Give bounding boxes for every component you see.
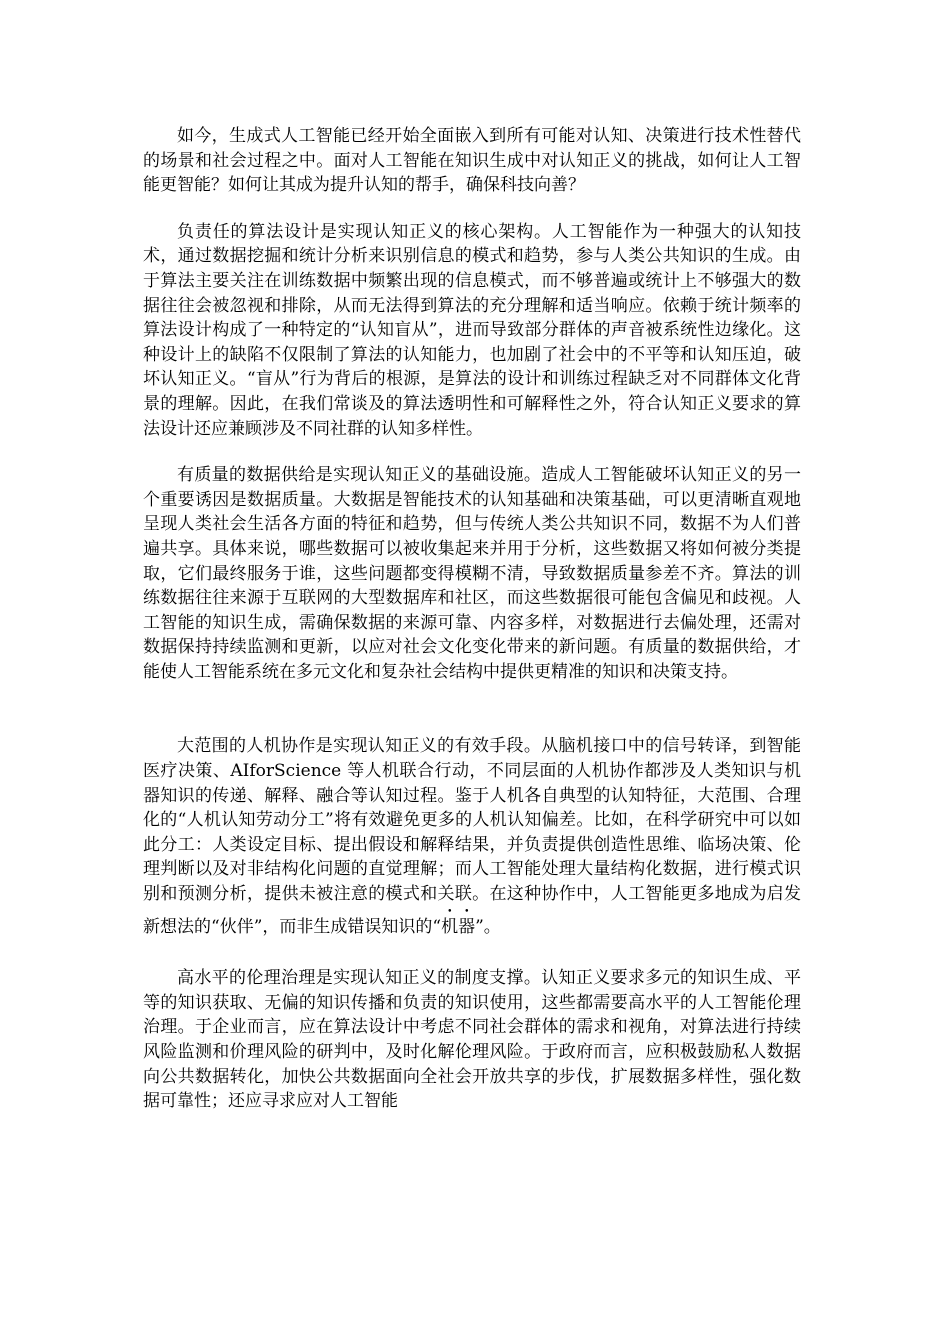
paragraph-ethics-governance: 高水平的伦理治理是实现认知正义的制度支撑。认知正义要求多元的知识生成、平等的知识获取、无偏的知识传播和负责的知识使用，这些都需要高水平的人工智能伦理治理。于企业而言，应在算法设计中考虑不同社会群体的需求和视角，对算法进行持续风险监测和价理风险的研判中，及时化解伦理风险。于政府而言，应积极鼓励私人数据向公共数据转化，加快公共数据面向全社会开放共享的步伐，扩展数据多样性，强化数据可靠性；还应寻求应对人工智能 xyxy=(143,968,801,1112)
paragraph-text-after: ”。 xyxy=(475,916,501,937)
paragraph-text-before: 大范围的人机协作是实现认知正义的有效手段。从脑机接口中的信号转译，到智能医疗决策、AIforScience 等人机联合行动，不同层面的人机协作都涉及人类知识与机器知识的传递、解释、融合等认知过程。鉴于人机各自典型的认知特征，大范围、合理化的“人机认知劳动分工”将有效避免更多的人机认知偏差。比如，在科学研究中可以如此分工：人类设定目标、提出假设和解释结果，并负责提供创造性思维、临场决策、伦理判断以及对非结构化问题的直觉理解；而人工智能处理大量结构化数据，进行模式识别和预测分析，提供未被注意的模式和关联。在这种协作中，人工智能更多地成为启发新想法的“伙伴”，而非生成错误知识的“ xyxy=(143,736,801,937)
paragraph-intro: 如今，生成式人工智能已经开始全面嵌入到所有可能对认知、决策进行技术性替代的场景和社会过程之中。面对人工智能在知识生成中对认知正义的挑战，如何让人工智能更智能？如何让其成为提升认知的帮手，确保科技向善？ xyxy=(143,126,801,196)
emphasized-term: 机器 xyxy=(441,916,476,937)
paragraph-data-supply: 有质量的数据供给是实现认知正义的基础设施。造成人工智能破坏认知正义的另一个重要诱因是数据质量。大数据是智能技术的认知基础和决策基础，可以更清晰直观地呈现人类社会生活各方面的特征和趋势，但与传统人类公共知识不同，数据不为人们普遍共享。具体来说，哪些数据可以被收集起来并用于分析，这些数据又将如何被分类提取，它们最终服务于谁，这些问题都变得模糊不清，导致数据质量参差不齐。算法的训练数据往往来源于互联网的大型数据库和社区，而这些数据很可能包含偏见和歧视。人工智能的知识生成，需确保数据的来源可靠、内容多样，对数据进行去偏处理，还需对数据保持持续监测和更新，以应对社会文化变化带来的新问题。有质量的数据供给，才能使人工智能系统在多元文化和复杂社会结构中提供更精准的知识和决策支持。 xyxy=(143,465,801,682)
article-body xyxy=(143,124,801,1114)
paragraph-algorithm-design: 负责任的算法设计是实现认知正义的核心架构。人工智能作为一种强大的认知技术，通过数据挖掘和统计分析来识别信息的模式和趋势，参与人类公共知识的生成。由于算法主要关注在训练数据中频繁出现的信息模式，而不够普遍或统计上不够强大的数据往往会被忽视和排除，从而无法得到算法的充分理解和适当响应。依赖于统计频率的算法设计构成了一种特定的“认知盲从”，进而导致部分群体的声音被系统性边缘化。这种设计上的缺陷不仅限制了算法的认知能力，也加剧了社会中的不平等和认知压迫，破坏认知正义。“盲从”行为背后的根源，是算法的设计和训练过程缺乏对不同群体文化背景的理解。因此，在我们常谈及的算法透明性和可解释性之外，符合认知正义要求的算法设计还应兼顾涉及不同社群的认知多样性。 xyxy=(143,221,801,439)
paragraph-human-machine-collaboration xyxy=(143,734,801,939)
